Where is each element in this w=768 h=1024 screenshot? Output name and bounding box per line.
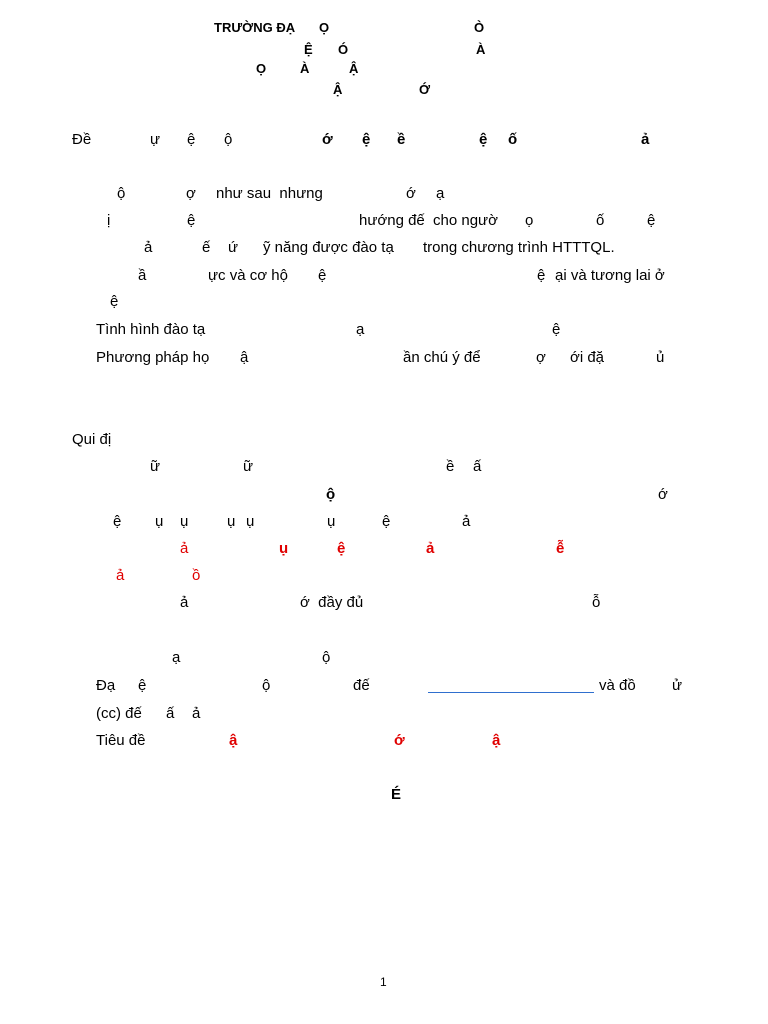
text-fragment: ỗ [592,594,601,611]
header-fragment: Ệ [304,42,313,57]
school-name: TRƯỜNG ĐẠ [214,20,296,35]
highlight-fragment: ậ [229,732,238,749]
highlight-fragment: ả [180,540,189,557]
text-fragment: Tiêu đề [96,732,146,749]
header-fragment: Ó [338,42,349,57]
text-fragment: ạ [172,649,181,666]
text-fragment: ề [446,458,455,475]
text-fragment: ụ [246,513,255,530]
text-fragment: ộ [262,677,271,694]
text-fragment: ệ [537,267,546,284]
text-fragment: ỹ năng được đào tạ [263,239,394,256]
text-fragment: ợ [186,185,196,202]
text-fragment: ớ [406,185,416,202]
text-fragment: Đạ [96,677,116,694]
highlight-fragment: ệ [337,540,346,557]
header-fragment: Ớ [419,82,431,97]
text-fragment: ệ [382,513,391,530]
section-title-fragment: ự [150,131,161,148]
text-fragment: ế [202,239,211,256]
text-fragment: (cc) đế [96,705,142,722]
text-fragment: ệ [552,321,561,338]
header-fragment: Ậ [349,61,359,76]
section-title-fragment: ệ [479,131,488,148]
text-fragment: ạ [436,185,445,202]
highlight-fragment: ụ [279,540,289,557]
text-fragment: cho ngườ [433,212,498,229]
text-fragment: ới đặ [570,349,605,366]
highlight-fragment: ồ [192,567,201,584]
text-fragment: ệ [110,293,119,310]
text-fragment: ụ [327,513,336,530]
text-fragment: ần chú ý để [403,349,481,366]
text-fragment: ả [180,594,189,611]
text-fragment: ộ [117,185,126,202]
header-fragment: À [300,61,310,76]
text-fragment: ộ [322,649,331,666]
text-fragment: Phương pháp họ [96,349,210,366]
highlight-fragment: ả [116,567,125,584]
text-fragment: ị [107,212,111,229]
highlight-fragment: ậ [492,732,501,749]
text-fragment: ố [596,212,605,229]
text-fragment: ệ [647,212,656,229]
section-title-fragment: ệ [362,131,371,148]
text-fragment: ử [672,677,683,694]
text-fragment: ụ [180,513,189,530]
header-fragment: Ọ [319,20,330,35]
closing-mark: É [391,786,402,803]
page-number: 1 [380,975,387,989]
text-fragment: Tình hình đào tạ [96,321,206,338]
text-fragment: ộ [326,486,336,503]
text-fragment: ại và tương lai ở [555,267,665,284]
text-fragment: ệ [187,212,196,229]
highlight-fragment: ớ [394,732,405,749]
text-fragment: đế [353,677,370,694]
text-fragment: ợ [536,349,546,366]
section-title-fragment: ố [508,131,518,148]
section-title-fragment: ệ [187,131,196,148]
text-fragment: ệ [318,267,327,284]
header-fragment: Ọ [256,61,267,76]
text-fragment: ạ [356,321,365,338]
text-fragment: ực và cơ hộ [208,267,288,284]
text-fragment: hướng đế [359,212,425,229]
text-fragment: ấ [166,705,175,722]
section-title-fragment: ả [641,131,650,148]
text-fragment: ữ [243,458,254,475]
section-title-fragment: ớ [322,131,333,148]
header-fragment: Ậ [333,82,343,97]
text-fragment: ụ [227,513,236,530]
highlight-fragment: ễ [556,540,565,557]
text-fragment: ữ [150,458,161,475]
text-fragment: ả [144,239,153,256]
text-fragment: ệ [113,513,122,530]
text-fragment: ứ [228,239,239,256]
text-fragment: ụ [155,513,164,530]
text-fragment: ủ [656,349,665,366]
header-fragment: À [476,42,486,57]
text-fragment: ọ [525,212,534,229]
text-fragment: ớ đầy đủ [300,594,364,611]
text-fragment: và đồ [599,677,636,694]
text-fragment: ớ [658,486,668,503]
header-fragment: Ò [474,20,485,35]
section-title: Qui đị [72,431,112,448]
text-fragment: ầ [138,267,147,284]
text-fragment: ậ [240,349,249,366]
highlight-fragment: ả [426,540,435,557]
text-fragment: như sau nhưng [216,185,323,202]
section-title-fragment: ề [397,131,406,148]
fill-in-blank [428,692,594,693]
text-fragment: trong chương trình HTTTQL. [423,239,615,256]
section-title: Đề [72,131,92,148]
text-fragment: ệ [138,677,147,694]
text-fragment: ả [192,705,201,722]
text-fragment: ả [462,513,471,530]
section-title-fragment: ộ [224,131,233,148]
text-fragment: ấ [473,458,482,475]
